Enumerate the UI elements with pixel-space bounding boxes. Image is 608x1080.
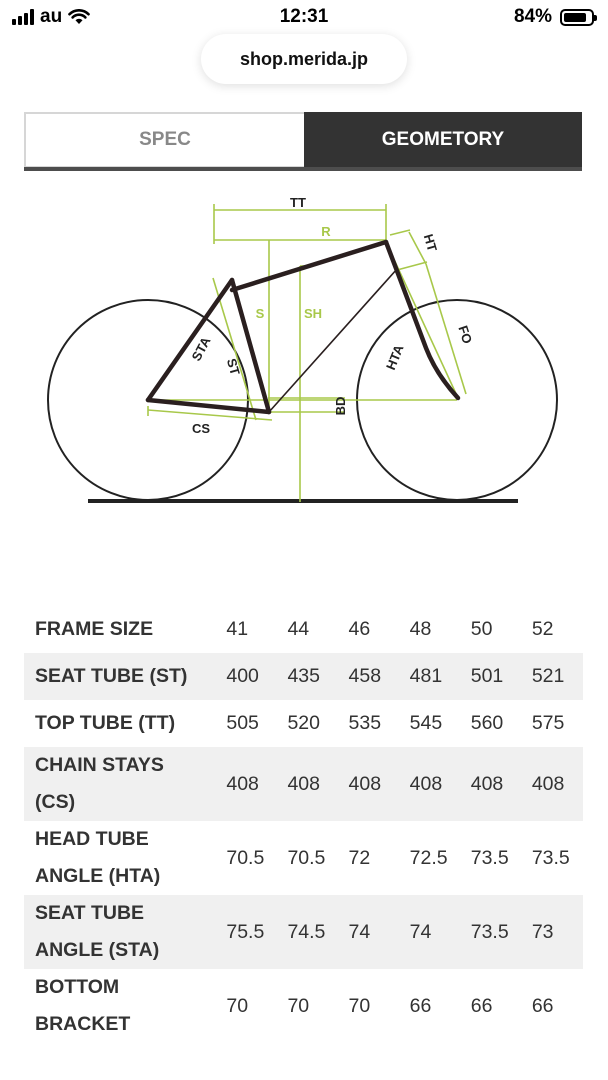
label-hta: HTA: [383, 342, 407, 373]
row-label-line: (CS): [35, 791, 76, 813]
url-bar[interactable]: [201, 34, 407, 84]
cell-value: 48: [409, 618, 432, 640]
cell-value: 74: [400, 895, 461, 969]
cell-value: 44: [287, 618, 310, 640]
cell-value: 74.5: [277, 895, 338, 969]
cell-value: 73: [522, 895, 583, 969]
cell-value: 481: [400, 653, 461, 700]
table-row: [24, 895, 583, 969]
cell-value: 72: [348, 846, 371, 869]
geometry-table: [24, 606, 583, 1043]
row-label: [24, 653, 216, 700]
cell-value: 408: [461, 747, 522, 821]
tab-geometory[interactable]: GEOMETORY: [304, 112, 582, 168]
row-label-line: ANGLE (STA): [35, 939, 160, 961]
cell-value: 46: [348, 618, 371, 640]
label-bd: BD: [333, 396, 348, 416]
cell-value: 70.5: [287, 846, 326, 869]
cell-value: 70: [348, 994, 371, 1017]
cell-value: 41: [226, 618, 249, 640]
cell-value: 408: [277, 747, 338, 821]
cell-value: 66: [531, 994, 554, 1017]
label-tt: TT: [290, 195, 306, 210]
cell-value: 73.5: [531, 846, 570, 869]
row-label: [24, 747, 216, 821]
row-label-line: TOP TUBE (TT): [35, 712, 176, 734]
cell-value: 408: [216, 747, 277, 821]
status-bar: [0, 0, 608, 34]
cell-value: 74: [339, 895, 400, 969]
cell-value: 575: [531, 712, 565, 734]
row-label: [24, 895, 216, 969]
cell-value: 66: [409, 994, 432, 1017]
status-right: [514, 6, 594, 28]
cell-value: 75.5: [216, 895, 277, 969]
carrier-name: au: [40, 6, 63, 27]
cell-value: 521: [522, 653, 583, 700]
cell-value: 66: [470, 994, 493, 1017]
cell-value: 435: [277, 653, 338, 700]
cell-value: 52: [531, 618, 554, 640]
cell-value: 72.5: [409, 846, 448, 869]
row-label: [24, 821, 216, 895]
battery-icon: [560, 9, 594, 26]
cell-value: 73.5: [470, 846, 509, 869]
row-label: [24, 969, 216, 1043]
row-label-line: ANGLE (HTA): [35, 865, 161, 887]
row-label-line: SEAT TUBE: [35, 902, 145, 924]
cell-value: 50: [470, 618, 493, 640]
table-row: [24, 606, 583, 653]
cell-value: 408: [522, 747, 583, 821]
cell-value: 458: [339, 653, 400, 700]
label-ht: HT: [420, 232, 440, 254]
tab-spec[interactable]: SPEC: [24, 112, 304, 168]
table-row: [24, 700, 583, 747]
url-domain: shop.merida.jp: [239, 48, 369, 69]
label-sta: STA: [188, 334, 214, 364]
label-cs: CS: [191, 421, 211, 436]
tab-underline: [24, 167, 582, 171]
row-label: [24, 700, 216, 747]
table-row: [24, 821, 583, 895]
table-row: [24, 653, 583, 700]
label-fo: FO: [455, 323, 476, 346]
cell-value: 73.5: [461, 895, 522, 969]
cell-value: 535: [348, 712, 382, 734]
cell-value: 70: [287, 994, 310, 1017]
cell-value: 408: [339, 747, 400, 821]
cell-value: 70.5: [226, 846, 265, 869]
label-st: ST: [223, 356, 243, 377]
row-label-line: FRAME SIZE: [35, 618, 154, 640]
clock: 12:31: [279, 6, 329, 27]
cell-value: 505: [226, 712, 259, 734]
row-label-line: HEAD TUBE: [35, 828, 149, 850]
cell-value: 501: [461, 653, 522, 700]
cell-value: 408: [400, 747, 461, 821]
label-s: S: [255, 306, 265, 321]
row-label-line: BOTTOM: [35, 976, 120, 998]
label-r: R: [321, 224, 331, 239]
cell-value: 70: [226, 994, 249, 1017]
geometry-diagram: [0, 180, 608, 520]
cell-value: 560: [470, 712, 504, 734]
row-label: [24, 606, 216, 653]
tab-bar: [24, 112, 582, 168]
bike-frame: [148, 242, 458, 412]
battery-fill: [564, 13, 586, 22]
table-row: [24, 747, 583, 821]
table-row: [24, 969, 583, 1043]
row-label-line: BRACKET: [35, 1013, 131, 1035]
row-label-line: CHAIN STAYS: [35, 754, 164, 776]
row-label-line: SEAT TUBE (ST): [35, 665, 188, 687]
bike-geometry-svg: [0, 180, 608, 520]
label-sh: SH: [303, 306, 323, 321]
cell-value: 545: [409, 712, 443, 734]
cell-value: 400: [216, 653, 277, 700]
battery-percent: 84%: [513, 6, 552, 27]
cell-value: 520: [287, 712, 320, 734]
